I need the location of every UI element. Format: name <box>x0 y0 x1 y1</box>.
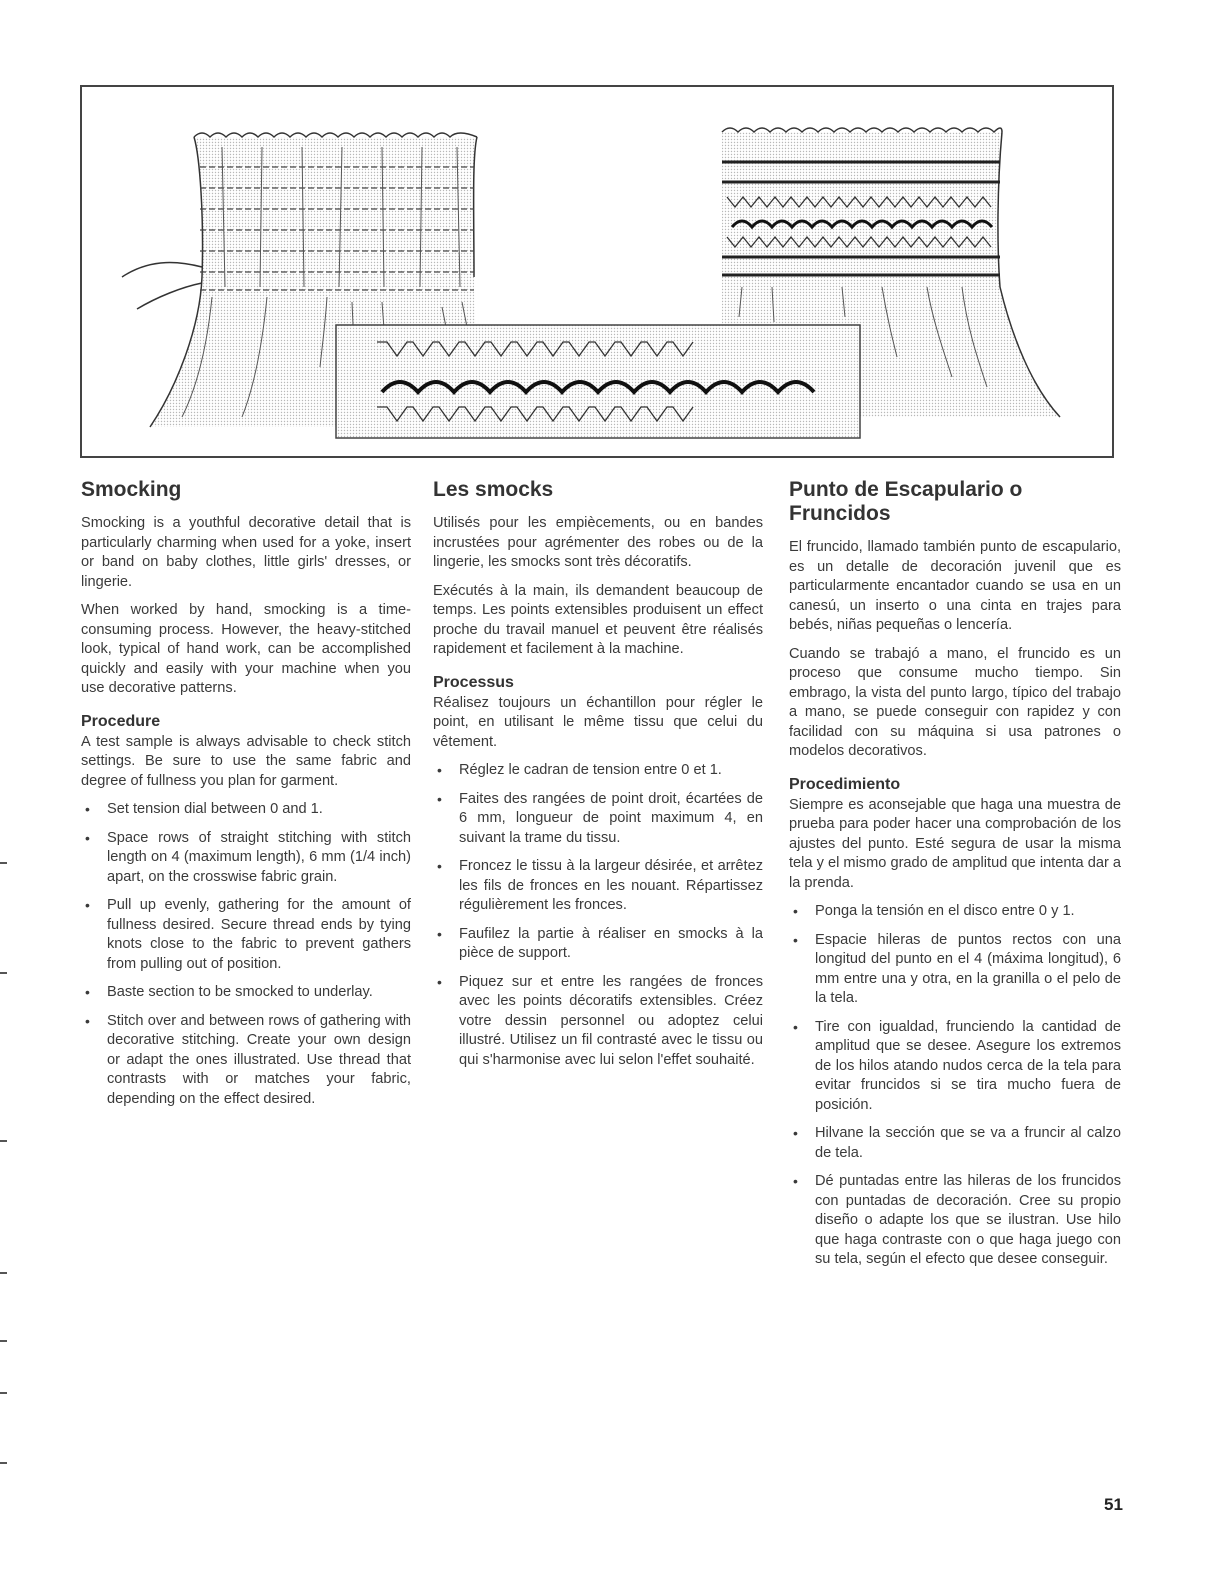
french-procedure-heading: Processus <box>433 673 514 691</box>
english-procedure-heading: Procedure <box>81 712 161 730</box>
smocking-diagram <box>82 87 1116 460</box>
margin-mark <box>0 862 7 864</box>
french-paragraph: Utilisés pour les empiècements, ou en bandes incrustées pour agrémenter des robes ou de la lingerie, les smocks sont très décoratifs. <box>433 515 763 571</box>
list-item: • Froncez le tissu à la largeur désirée, et arrêtez les fils de fronces en les nouant. Répartissez régulièrement les fronces. <box>433 857 763 916</box>
list-item: • Tire con igualdad, frunciendo la cantidad de amplitud que se desee. Asegure los extremos de los hilos atando nudos cerca de la tela para evitar fruncidos si se tira mucho fuera de posición. <box>789 1018 1121 1116</box>
list-item: • Faites des rangées de point droit, écartées de 6 mm, longueur de point maximum 4, en suivant la trame du tissu. <box>433 790 763 849</box>
margin-mark <box>0 1140 7 1142</box>
list-item: • Ponga la tensión en el disco entre 0 y 1. <box>789 902 1121 922</box>
english-title: Smocking <box>81 478 182 501</box>
column-french <box>433 478 763 1079</box>
french-steps-list <box>433 761 763 1070</box>
margin-mark <box>0 972 7 974</box>
english-paragraph: When worked by hand, smocking is a time-consuming process. However, the heavy-stitched look, typical of hand work, can be accomplished quickly and easily with your machine when you use decorative patterns. <box>81 602 411 697</box>
spanish-steps-list <box>789 902 1121 1270</box>
list-item: • Baste section to be smocked to underlay. <box>81 983 411 1003</box>
french-procedure-text: Réalisez toujours un échantillon pour régler le point, en utilisant le même tissu que celui du vêtement. <box>433 694 763 750</box>
english-procedure-text: A test sample is always advisable to check stitch settings. Be sure to use the same fabric and degree of fullness you plan for garment. <box>81 733 411 789</box>
stitch-sample-panel <box>336 325 860 438</box>
margin-mark <box>0 1392 7 1394</box>
column-spanish <box>789 478 1121 1279</box>
margin-mark <box>0 1340 7 1342</box>
english-paragraph: Smocking is a youthful decorative detail that is particularly charming when used for a yoke, insert or band on baby clothes, little girls' dresses, or lingerie. <box>81 515 411 590</box>
smocking-illustration <box>80 85 1114 458</box>
margin-mark <box>0 1272 7 1274</box>
list-item: • Faufilez la partie à réaliser en smocks à la pièce de support. <box>433 925 763 964</box>
list-item: • Réglez le cadran de tension entre 0 et 1. <box>433 761 763 781</box>
spanish-title: Punto de Escapulario o Fruncidos <box>789 478 1023 526</box>
list-item: • Piquez sur et entre les rangées de fronces avec les points décoratifs extensibles. Créez votre dessin personnel ou adoptez celui illustré. Utilisez un fil contrasté avec le tissu ou qui s'harmonise avec lui selon l'effet souhaité. <box>433 973 763 1071</box>
spanish-paragraph: Cuando se trabajó a mano, el fruncido es un proceso que consume mucho tiempo. Sin embrago, la vista del punto largo, típico del trabajo a mano, se puede conseguir con rapidez y con facilidad con su máquina si usa patrones o modelos decorativos. <box>789 645 1121 760</box>
spanish-procedure-heading: Procedimiento <box>789 775 901 793</box>
page-number: 51 <box>1104 1495 1123 1514</box>
list-item: • Set tension dial between 0 and 1. <box>81 800 411 820</box>
french-paragraph: Exécutés à la main, ils demandent beaucoup de temps. Les points extensibles produisent un effect proche du travail manuel et peuvent être réalisés rapidement et facilement à la machine. <box>433 582 763 658</box>
spanish-procedure-text: Siempre es aconsejable que haga una muestra de prueba para poder hacer una comprobación de los ajustes del punto. Esté segura de usar la misma tela y el mismo grado de amplitud que intenta dar a la prenda. <box>789 796 1121 891</box>
column-english <box>81 478 411 1118</box>
english-steps-list <box>81 800 411 1109</box>
list-item: • Stitch over and between rows of gathering with decorative stitching. Create your own design or adapt the ones illustrated. Use thread that contrasts with or matches your fabric, depending on the effect desired. <box>81 1012 411 1110</box>
list-item: • Space rows of straight stitching with stitch length on 4 (maximum length), 6 mm (1/4 inch) apart, on the crosswise fabric grain. <box>81 829 411 888</box>
list-item: • Dé puntadas entre las hileras de los fruncidos con puntadas de decoración. Cree su propio diseño o adapte los que se ilustran. Use hilo que haga contraste con o que haga juego con su tela, según el efecto que desee conseguir. <box>789 1172 1121 1270</box>
list-item: • Pull up evenly, gathering for the amount of fullness desired. Secure thread ends by tying knots close to the fabric to prevent gathers from pulling out of position. <box>81 896 411 974</box>
list-item: • Espacie hileras de puntos rectos con una longitud del punto en el 4 (máxima longitud), 6 mm entre una y otra, en la granilla o el pelo de la tela. <box>789 931 1121 1009</box>
margin-mark <box>0 1462 7 1464</box>
spanish-paragraph: El fruncido, llamado también punto de escapulario, es un detalle de decoración juvenil que es particularmente encantador cuando se usa en un canesú, un inserto o una cinta en trajes para bebés, niñas pequeñas o lencería. <box>789 539 1121 634</box>
french-title: Les smocks <box>433 478 554 501</box>
list-item: • Hilvane la sección que se va a fruncir al calzo de tela. <box>789 1124 1121 1163</box>
